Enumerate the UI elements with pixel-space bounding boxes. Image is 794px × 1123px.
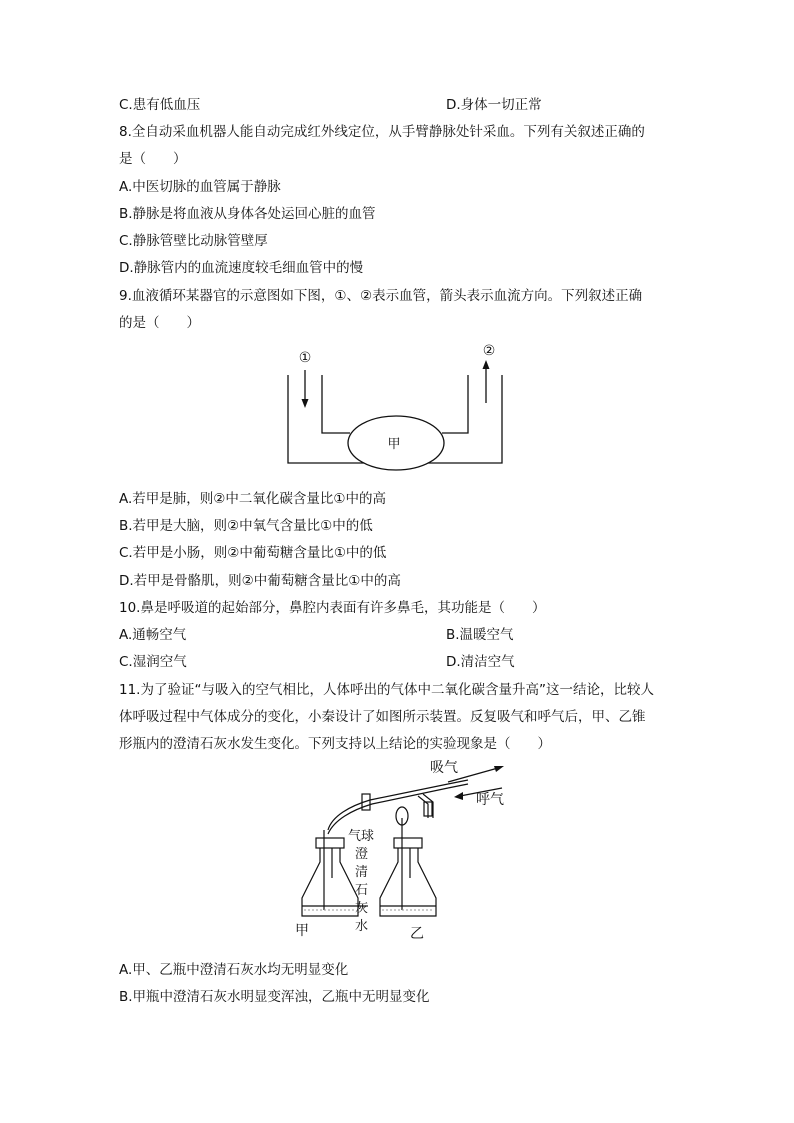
up-arrow-icon [483,360,490,369]
q9-option-d: D.若甲是骨骼肌，则②中葡萄糖含量比①中的高 [119,573,401,589]
q8-option-b: B.静脉是将血液从身体各处运回心脏的血管 [119,206,376,222]
vessel-1-label: ① [298,350,312,366]
q11-breathing-apparatus [290,758,540,948]
flask-jia-label: 甲 [295,923,309,939]
limewater-label-char-5: 水 [355,919,369,934]
q8-option-a: A.中医切脉的血管属于静脉 [119,179,281,195]
down-arrow-icon [302,399,309,408]
q10-stem: 10.鼻是呼吸道的起始部分，鼻腔内表面有许多鼻毛，其功能是（ ） [119,600,546,616]
flask-yi-label: 乙 [410,926,424,942]
q10-option-b: B.温暖空气 [446,627,514,643]
q8-stem-line1: 8.全自动采血机器人能自动完成红外线定位，从手臂静脉处针采血。下列有关叙述正确的 [119,124,645,140]
q11-stem-line2: 体呼吸过程中气体成分的变化，小秦设计了如图所示装置。反复吸气和呼气后，甲、乙锥 [119,709,646,725]
q9-stem-line2: 的是（ ） [119,315,200,331]
limewater-label-char-3: 石 [355,883,369,898]
q11-option-a: A.甲、乙瓶中澄清石灰水均无明显变化 [119,962,349,978]
limewater-label-char-4: 灰 [355,901,369,916]
q11-stem-line3: 形瓶内的澄清石灰水发生变化。下列支持以上结论的实验现象是（ ） [119,736,551,752]
q8-option-d: D.静脉管内的血流速度较毛细血管中的慢 [119,260,364,276]
q10-option-d: D.清洁空气 [446,654,515,670]
q9-option-c: C.若甲是小肠，则②中葡萄糖含量比①中的低 [119,545,387,561]
q11-stem-line1: 11.为了验证“与吸入的空气相比，人体呼出的气体中二氧化碳含量升高”这一结论，比较人 [119,682,654,698]
q9-option-b: B.若甲是大脑，则②中氧气含量比①中的低 [119,518,373,534]
inhale-arrow-icon [494,766,504,772]
q8-stem-line2: 是（ ） [119,151,187,167]
q9-stem-line1: 9.血液循环某器官的示意图如下图，①、②表示血管，箭头表示血流方向。下列叙述正确 [119,288,643,304]
organ-label: 甲 [387,437,401,452]
q9-circulation-diagram [270,335,530,475]
limewater-label-char-2: 清 [355,865,369,880]
q10-option-a: A.通畅空气 [119,627,187,643]
vessel-2-label: ② [482,343,496,359]
balloon-label: 气球 [348,829,375,844]
limewater-label-char-1: 澄 [355,847,369,862]
q7-option-d: D.身体一切正常 [446,97,542,113]
exhale-label: 呼气 [476,792,504,808]
q8-option-c: C.静脉管壁比动脉管壁厚 [119,233,268,249]
exhale-arrow-icon [454,792,463,800]
q10-option-c: C.湿润空气 [119,654,187,670]
q9-option-a: A.若甲是肺，则②中二氧化碳含量比①中的高 [119,491,386,507]
q7-option-c: C.患有低血压 [119,97,201,113]
q11-option-b: B.甲瓶中澄清石灰水明显变浑浊，乙瓶中无明显变化 [119,989,430,1005]
inhale-label: 吸气 [430,760,458,776]
